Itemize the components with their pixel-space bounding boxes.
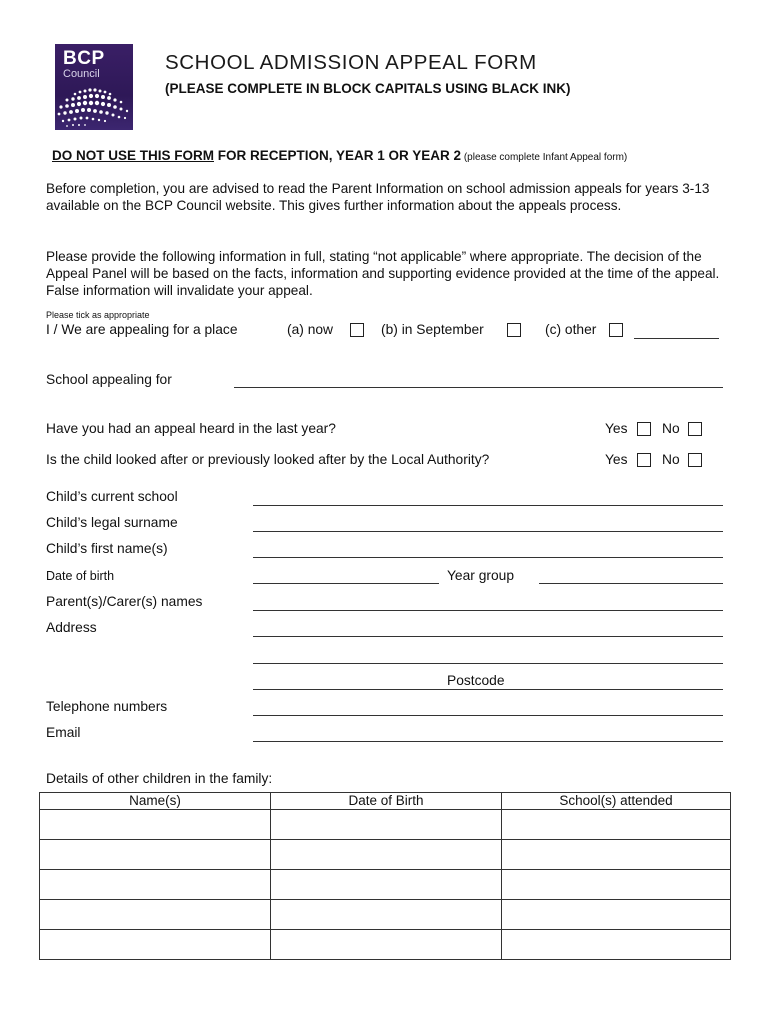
email-field[interactable] [253, 741, 723, 742]
table-row [40, 900, 731, 930]
option-now-label: (a) now [287, 322, 334, 337]
name-cell[interactable] [40, 840, 271, 870]
table-row [40, 930, 731, 960]
parents-label: Parent(s)/Carer(s) names [46, 594, 203, 609]
warning-note: (please complete Infant Appeal form) [461, 152, 628, 163]
column-header-names: Name(s) [40, 793, 271, 810]
tick-note: Please tick as appropriate [46, 310, 150, 320]
school-cell[interactable] [502, 930, 731, 960]
column-header-school: School(s) attended [502, 793, 731, 810]
yes-label: Yes [605, 421, 628, 436]
yes-label: Yes [605, 452, 628, 467]
no-label: No [662, 452, 680, 467]
name-cell[interactable] [40, 900, 271, 930]
logo-sub: Council [63, 68, 100, 80]
telephone-field[interactable] [253, 715, 723, 716]
surname-field[interactable] [253, 531, 723, 532]
table-row [40, 870, 731, 900]
form-title: SCHOOL ADMISSION APPEAL FORM [165, 51, 537, 74]
school-cell[interactable] [502, 900, 731, 930]
address-field-line-1[interactable] [253, 636, 723, 637]
first-names-label: Child’s first name(s) [46, 541, 168, 556]
logo-brand: BCP [63, 48, 105, 69]
warning-underlined: DO NOT USE THIS FORM [52, 148, 214, 163]
school-cell[interactable] [502, 840, 731, 870]
dob-cell[interactable] [271, 810, 502, 840]
instructions-paragraph: Please provide the following information in full, stating “not applicable” where appropriate. The decision of the Appeal Panel will be based on the facts, information and supporting evidence provided at the time of the appeal. False information will invalidate your appeal. [46, 249, 720, 298]
address-label: Address [46, 620, 97, 635]
looked-after-question: Is the child looked after or previously looked after by the Local Authority? [46, 452, 490, 467]
dob-cell[interactable] [271, 930, 502, 960]
current-school-field[interactable] [253, 505, 723, 506]
name-cell[interactable] [40, 810, 271, 840]
parents-field[interactable] [253, 610, 723, 611]
school-cell[interactable] [502, 810, 731, 840]
name-cell[interactable] [40, 870, 271, 900]
address-field-line-2[interactable] [253, 663, 723, 664]
table-row [40, 840, 731, 870]
other-specify-field[interactable] [634, 338, 719, 339]
telephone-label: Telephone numbers [46, 699, 168, 714]
table-row [40, 810, 731, 840]
email-label: Email [46, 725, 81, 740]
other-children-label: Details of other children in the family: [46, 771, 273, 786]
appeal-last-year-yes-checkbox[interactable] [637, 422, 651, 436]
other-checkbox[interactable] [609, 323, 623, 337]
surname-label: Child’s legal surname [46, 515, 178, 530]
dob-field[interactable] [253, 583, 439, 584]
current-school-label: Child’s current school [46, 489, 178, 504]
looked-after-no-checkbox[interactable] [688, 453, 702, 467]
form-subtitle: (PLEASE COMPLETE IN BLOCK CAPITALS USING BLACK INK) [165, 81, 571, 96]
no-label: No [662, 421, 680, 436]
column-header-dob: Date of Birth [271, 793, 502, 810]
option-other-label: (c) other [545, 322, 597, 337]
bcp-council-logo [55, 44, 133, 130]
option-september-label: (b) in September [381, 322, 484, 337]
table-header-row [40, 793, 731, 810]
first-names-field[interactable] [253, 557, 723, 558]
warning-rest: FOR RECEPTION, YEAR 1 OR YEAR 2 [214, 148, 462, 163]
dob-label: Date of birth [46, 569, 115, 583]
dob-cell[interactable] [271, 840, 502, 870]
postcode-label: Postcode [447, 673, 505, 688]
year-group-label: Year group [447, 568, 514, 583]
school-label: School appealing for [46, 372, 172, 387]
postcode-field[interactable] [253, 689, 723, 690]
logo-dot-pattern-icon [55, 80, 133, 130]
warning-line [52, 148, 627, 163]
appeal-last-year-question: Have you had an appeal heard in the last year? [46, 421, 336, 436]
looked-after-yes-checkbox[interactable] [637, 453, 651, 467]
school-field[interactable] [234, 387, 723, 388]
school-cell[interactable] [502, 870, 731, 900]
appeal-place-label: I / We are appealing for a place [46, 322, 238, 337]
other-children-table [39, 792, 731, 960]
september-checkbox[interactable] [507, 323, 521, 337]
now-checkbox[interactable] [350, 323, 364, 337]
year-group-field[interactable] [539, 583, 723, 584]
dob-cell[interactable] [271, 870, 502, 900]
dob-cell[interactable] [271, 900, 502, 930]
intro-paragraph: Before completion, you are advised to read the Parent Information on school admission appeals for years 3-13 available on the BCP Council website. This gives further information about the appeals process. [46, 181, 710, 213]
appeal-last-year-no-checkbox[interactable] [688, 422, 702, 436]
name-cell[interactable] [40, 930, 271, 960]
